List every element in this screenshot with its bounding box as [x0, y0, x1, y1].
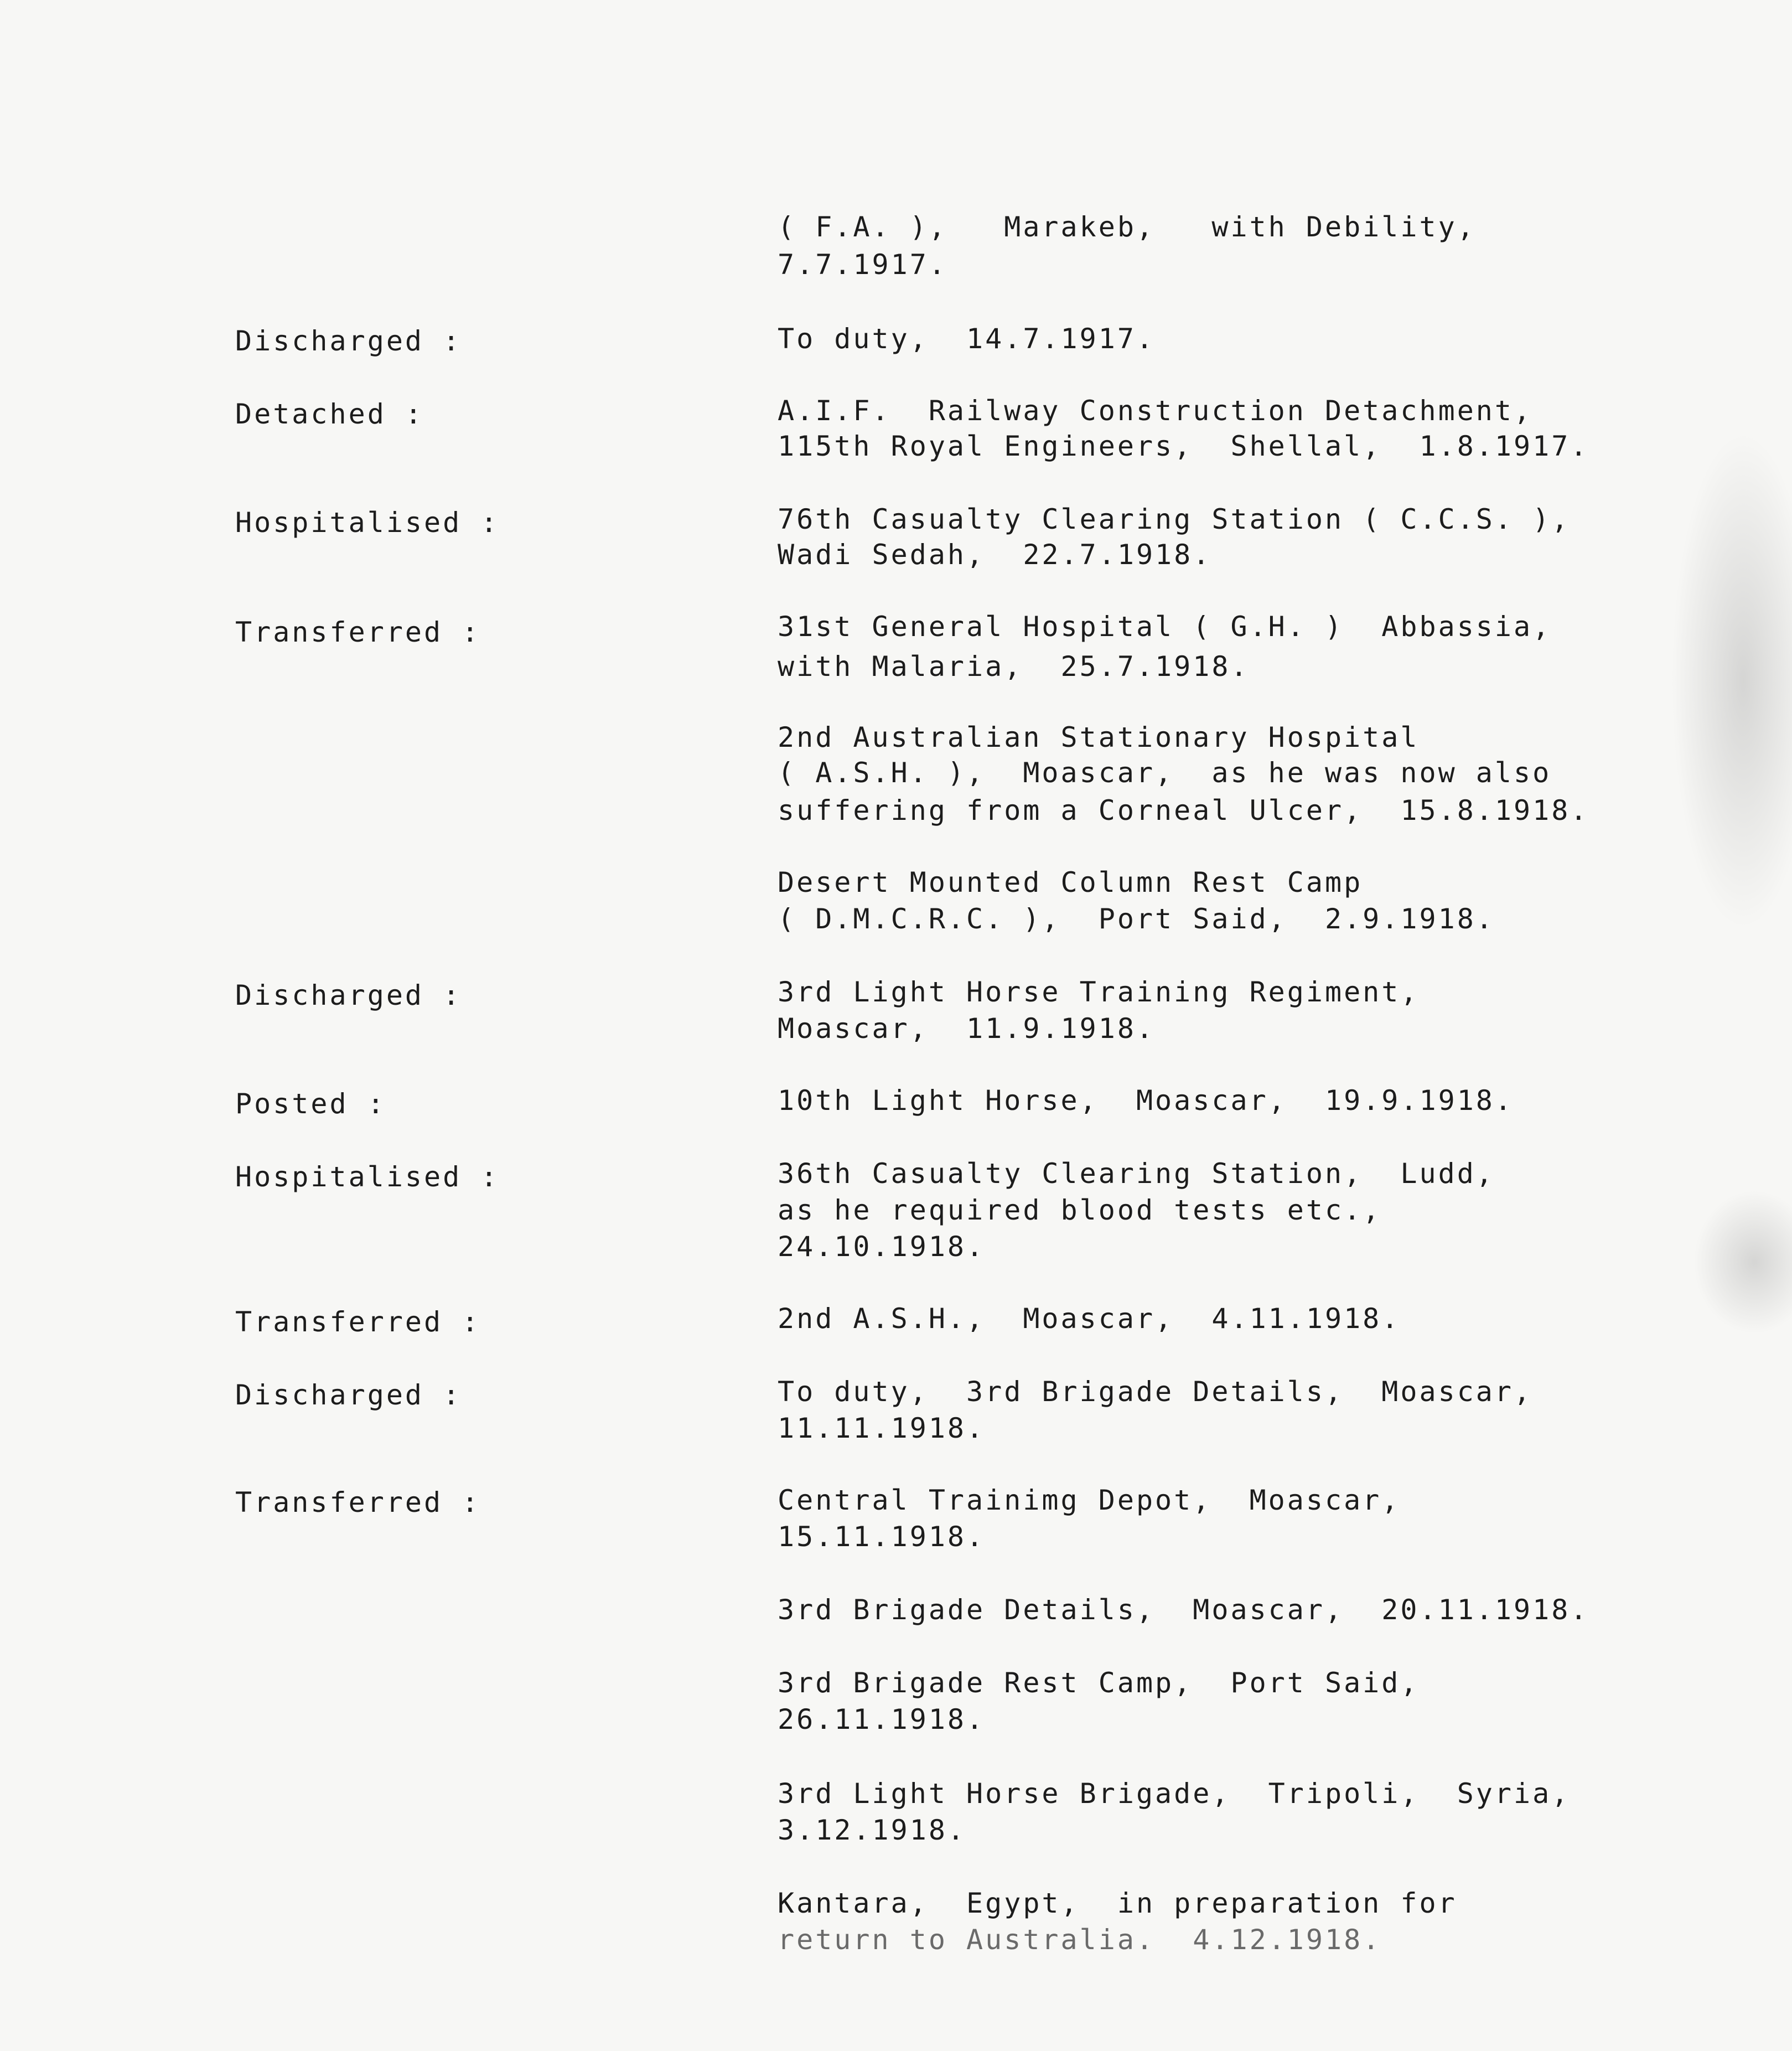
entry-line: return to Australia. 4.12.1918. — [778, 1924, 1382, 1956]
entry-line: 10th Light Horse, Moascar, 19.9.1918. — [778, 1084, 1514, 1117]
entry-line: Moascar, 11.9.1918. — [778, 1012, 1156, 1045]
entry-line: suffering from a Corneal Ulcer, 15.8.1918. — [778, 794, 1589, 826]
entry-label: Detached : — [235, 398, 424, 430]
entry-line: To duty, 3rd Brigade Details, Moascar, — [778, 1376, 1533, 1408]
entry-line: as he required blood tests etc., — [778, 1194, 1382, 1226]
entry-line: To duty, 14.7.1917. — [778, 323, 1156, 355]
entry-line: Desert Mounted Column Rest Camp — [778, 866, 1363, 898]
entry-line: 3rd Brigade Rest Camp, Port Said, — [778, 1667, 1420, 1699]
entry-line: 2nd Australian Stationary Hospital — [778, 721, 1420, 753]
entry-line: Central Trainimg Depot, Moascar, — [778, 1484, 1401, 1516]
entry-line: 115th Royal Engineers, Shellal, 1.8.1917. — [778, 430, 1589, 462]
entry-line: 76th Casualty Clearing Station ( C.C.S. ), — [778, 503, 1571, 535]
entry-line: 7.7.1917. — [778, 249, 947, 281]
entry-label: Discharged : — [235, 979, 462, 1011]
scan-smudge — [1671, 432, 1792, 930]
scan-smudge — [1693, 1190, 1792, 1334]
entry-label: Transferred : — [235, 616, 481, 648]
entry-label: Transferred : — [235, 1306, 481, 1338]
entry-line: Wadi Sedah, 22.7.1918. — [778, 539, 1212, 571]
entry-line: 2nd A.S.H., Moascar, 4.11.1918. — [778, 1303, 1401, 1335]
entry-label: Posted : — [235, 1088, 386, 1120]
entry-line: ( D.M.C.R.C. ), Port Said, 2.9.1918. — [778, 903, 1495, 935]
entry-line: 26.11.1918. — [778, 1703, 986, 1735]
entry-label: Hospitalised : — [235, 1161, 500, 1193]
entry-line: 3.12.1918. — [778, 1814, 967, 1846]
entry-line: 24.10.1918. — [778, 1231, 986, 1263]
entry-line: 36th Casualty Clearing Station, Ludd, — [778, 1158, 1495, 1190]
entry-line: 15.11.1918. — [778, 1521, 986, 1553]
entry-line: Kantara, Egypt, in preparation for — [778, 1887, 1457, 1919]
entry-label: Discharged : — [235, 325, 462, 357]
entry-line: with Malaria, 25.7.1918. — [778, 650, 1250, 683]
entry-line: 3rd Light Horse Brigade, Tripoli, Syria, — [778, 1778, 1571, 1810]
entry-line: ( F.A. ), Marakeb, with Debility, — [778, 211, 1476, 243]
entry-line: 3rd Light Horse Training Regiment, — [778, 976, 1420, 1008]
entry-line: 3rd Brigade Details, Moascar, 20.11.1918. — [778, 1594, 1589, 1626]
entry-label: Transferred : — [235, 1486, 481, 1518]
entry-label: Discharged : — [235, 1379, 462, 1411]
entry-line: A.I.F. Railway Construction Detachment, — [778, 395, 1533, 427]
entry-line: 31st General Hospital ( G.H. ) Abbassia, — [778, 611, 1552, 643]
entry-line: 11.11.1918. — [778, 1412, 986, 1444]
entry-label: Hospitalised : — [235, 507, 500, 539]
entry-line: ( A.S.H. ), Moascar, as he was now also — [778, 757, 1552, 789]
